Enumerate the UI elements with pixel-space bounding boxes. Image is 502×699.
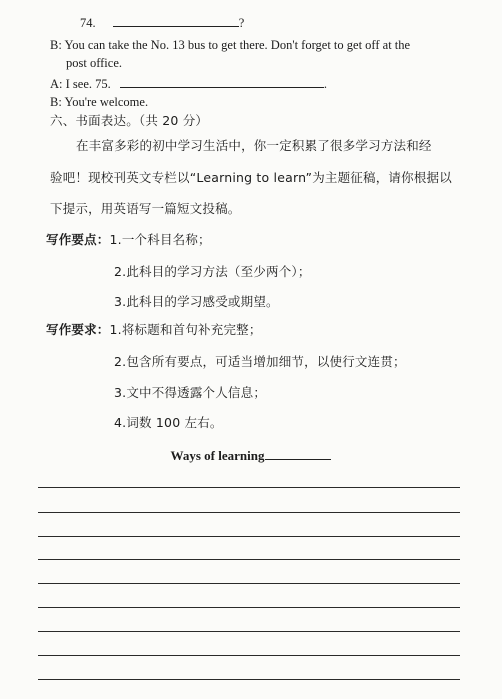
writing-requirement-3: 3.文中不得透露个人信息； [114,385,267,400]
writing-line[interactable] [38,679,460,680]
essay-title-blank[interactable] [265,447,331,460]
writing-line[interactable] [38,655,460,656]
writing-points-row-1 [46,232,211,248]
dialogue-b1-line2: post office. [66,56,123,70]
writing-line[interactable] [38,559,460,560]
question-75-line [50,75,327,92]
question-75-end: . [323,77,327,91]
question-75-blank[interactable] [120,75,324,88]
question-75-label: A: I see. 75. [50,77,111,91]
dialogue-b2-line: B: You're welcome. [50,95,149,109]
question-74-end: ? [238,16,245,30]
writing-line[interactable] [38,631,460,632]
writing-points-label: 写作要点： [46,232,110,247]
question-74-number: 74. [80,16,96,30]
intro-line-2: 验吧！现校刊英文专栏以“Learning to learn”为主题征稿，请你根据以 [50,170,452,185]
writing-point-3: 3.此科目的学习感受或期望。 [114,294,279,309]
writing-line[interactable] [38,512,460,513]
intro-line-3: 下提示，用英语写一篇短文投稿。 [50,201,241,216]
writing-requirements-label: 写作要求： [46,322,110,337]
essay-title [0,447,502,464]
writing-line[interactable] [38,607,460,608]
writing-requirement-2: 2.包含所有要点，可适当增加细节，以使行文连贯； [114,354,406,369]
writing-line[interactable] [38,583,460,584]
writing-requirements-row-1 [46,322,262,338]
writing-point-2: 2.此科目的学习方法（至少两个）； [114,264,311,279]
question-74-blank[interactable] [113,14,239,27]
question-74-line [80,14,244,31]
writing-line[interactable] [38,487,460,488]
dialogue-b1-line1: B: You can take the No. 13 bus to get there. Don't forget to get off at the [50,38,411,52]
essay-title-text: Ways of learning [170,448,265,463]
writing-point-1: 1.一个科目名称； [109,232,211,247]
writing-requirement-4: 4.词数 100 左右。 [114,415,223,430]
section-heading: 六、书面表达。（共 20 分） [50,113,209,128]
intro-line-1: 在丰富多彩的初中学习生活中，你一定积累了很多学习方法和经 [76,138,432,153]
writing-line[interactable] [38,536,460,537]
writing-requirement-1: 1.将标题和首句补充完整； [109,322,262,337]
